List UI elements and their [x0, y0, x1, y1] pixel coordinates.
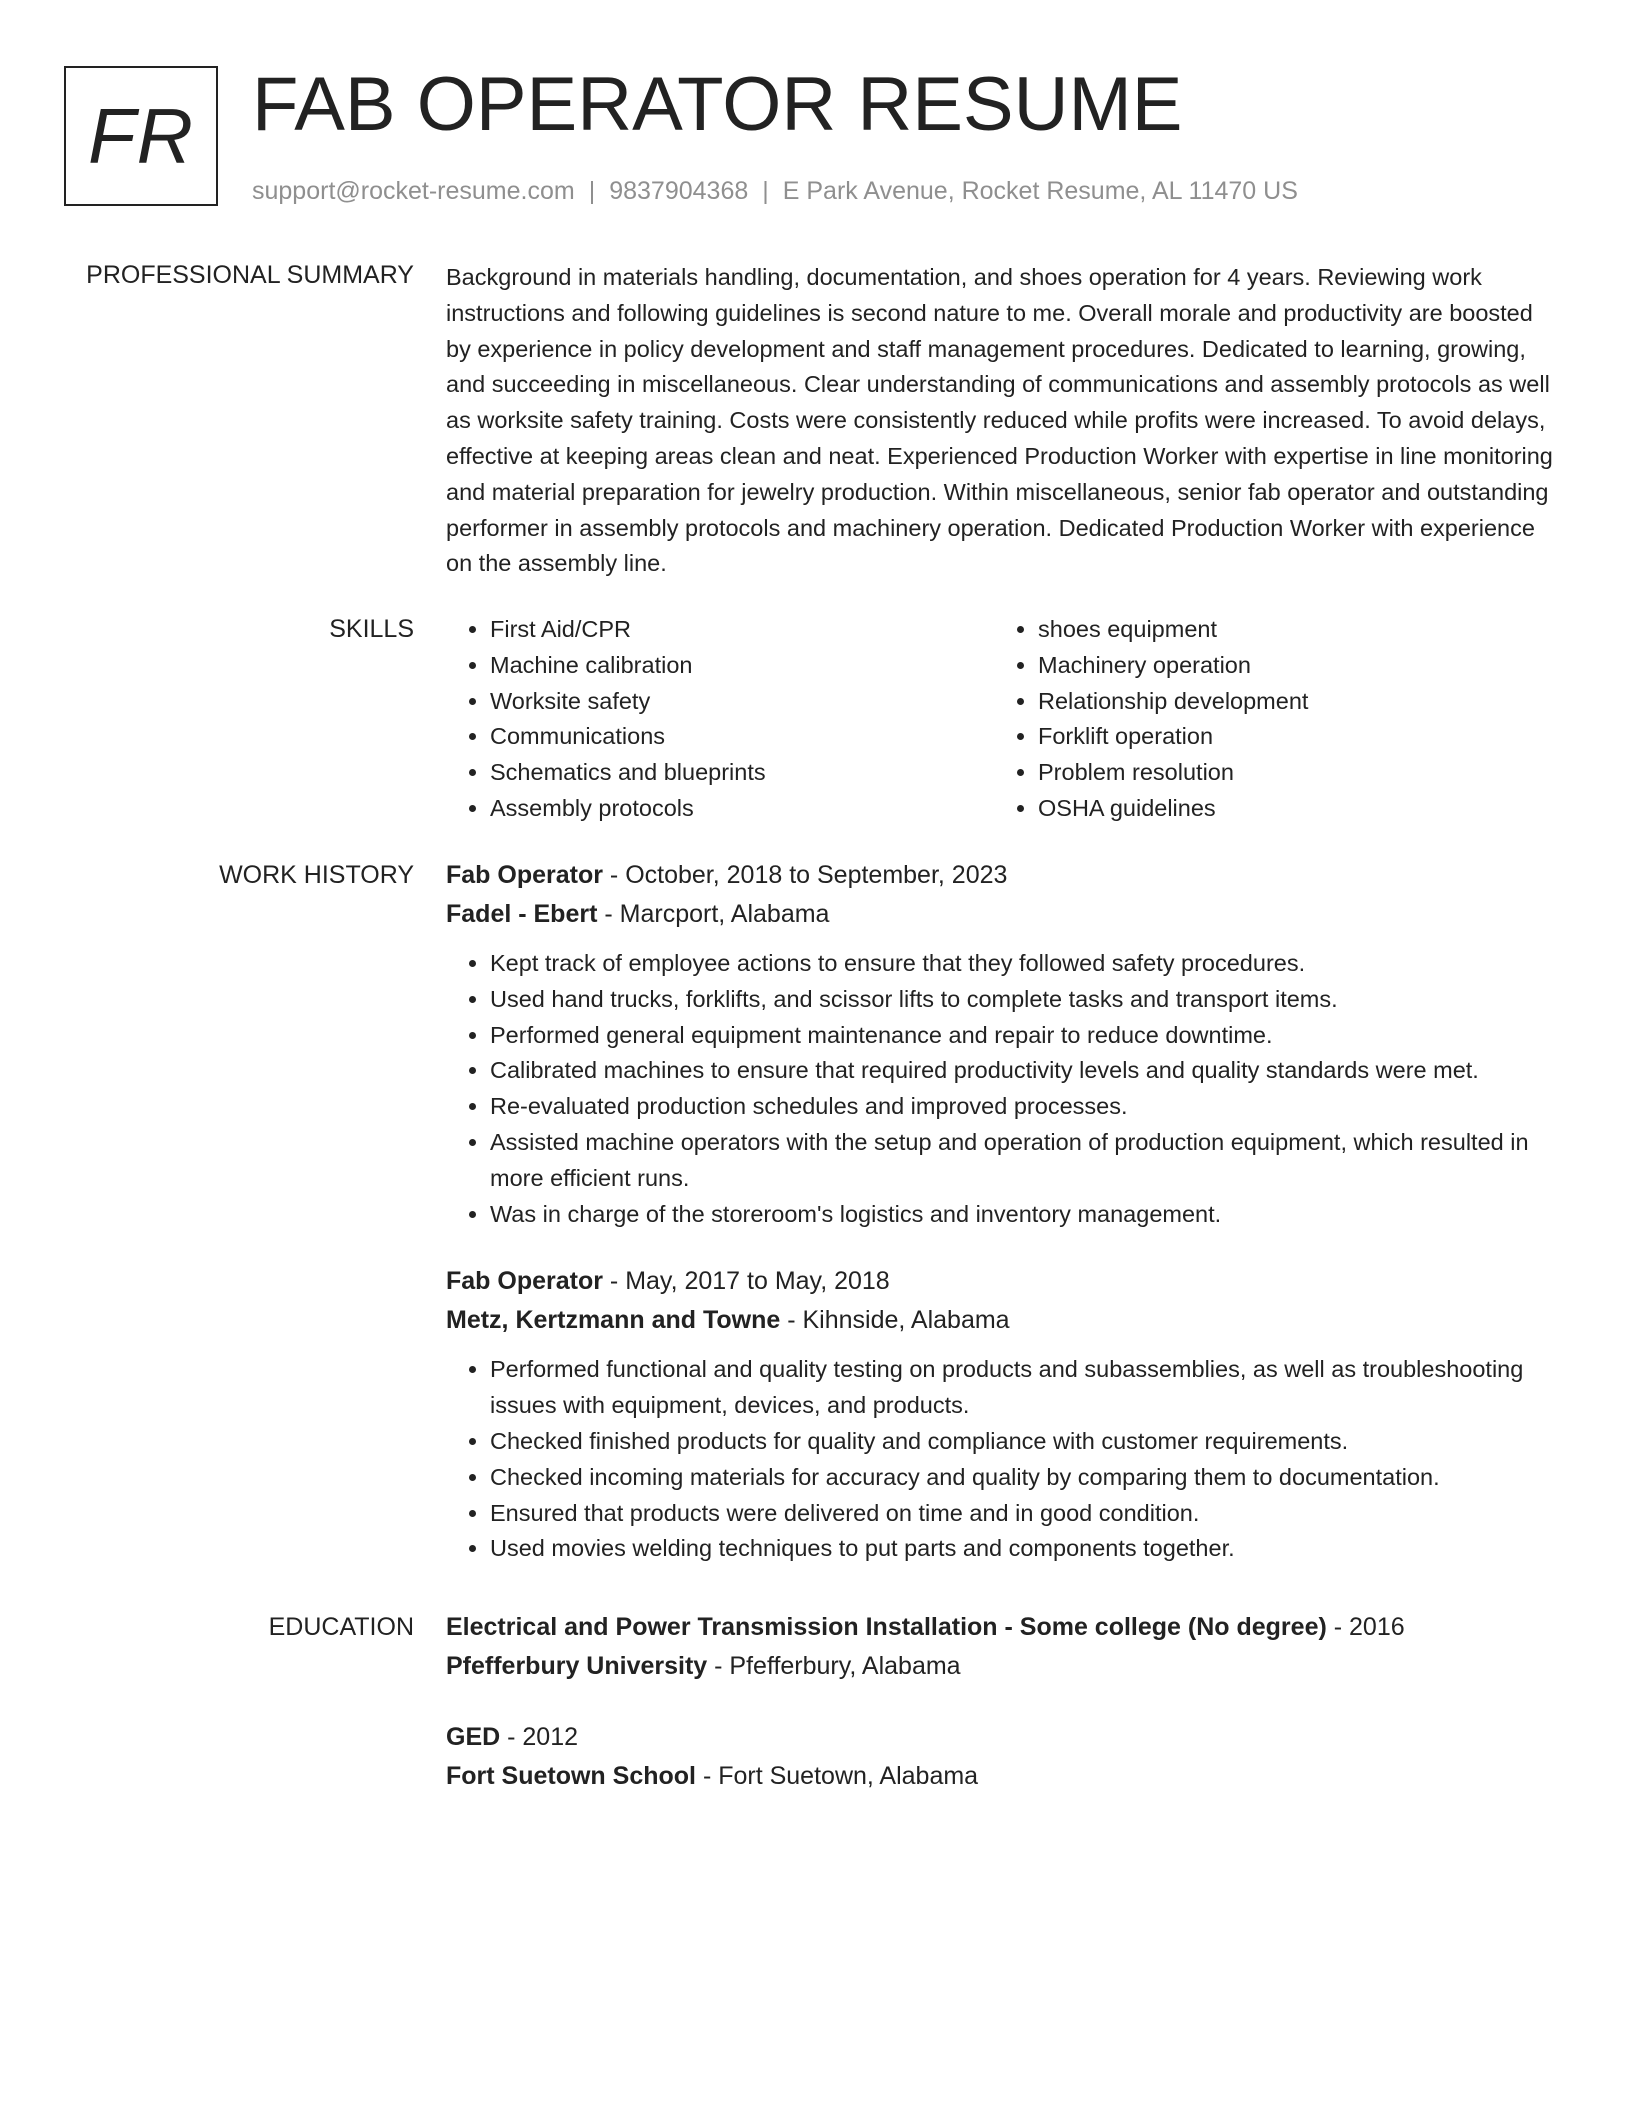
skill-item: • First Aid/CPR [490, 612, 994, 648]
skill-item: • Problem resolution [1038, 755, 1542, 791]
education-degree-line [446, 1608, 1556, 1647]
monogram-logo: FR [64, 66, 218, 206]
summary-body [446, 260, 1556, 582]
education-school: Fort Suetown School [446, 1762, 696, 1790]
job-bullets [446, 946, 1556, 1232]
job-bullet: • Calibrated machines to ensure that required productivity levels and quality standards were met. [490, 1053, 1556, 1089]
skills-column-left [446, 612, 994, 827]
education-school-line [446, 1757, 1556, 1796]
job-title: Fab Operator [446, 861, 603, 889]
job-bullet: • Checked incoming materials for accuracy and quality by comparing them to documentation. [490, 1460, 1556, 1496]
section-label-skills: SKILLS [329, 615, 414, 643]
job-bullet: • Used movies welding techniques to put parts and components together. [490, 1531, 1556, 1567]
skill-item: • Machinery operation [1038, 648, 1542, 684]
job-bullet: • Ensured that products were delivered on time and in good condition. [490, 1496, 1556, 1532]
education-degree-line [446, 1718, 1556, 1757]
contact-email: support@rocket-resume.com [252, 177, 575, 205]
job-bullet: • Performed functional and quality testing on products and subassemblies, as well as troubleshooting issues with equipment, devices, and products. [490, 1352, 1556, 1424]
skill-item: • Worksite safety [490, 684, 994, 720]
education-year: - 2016 [1326, 1613, 1405, 1641]
job-bullet: • Performed general equipment maintenance and repair to reduce downtime. [490, 1018, 1556, 1054]
skill-item: • OSHA guidelines [1038, 791, 1542, 827]
skills-list-left [446, 612, 994, 827]
contact-separator: | [588, 177, 596, 205]
job-title: Fab Operator [446, 1267, 603, 1296]
work-history-body [446, 856, 1556, 1567]
education-degree: Electrical and Power Transmission Installation - Some college (No degree) [446, 1613, 1327, 1641]
skill-item: • shoes equipment [1038, 612, 1542, 648]
skill-item: • Communications [490, 719, 994, 755]
page-title: FAB OPERATOR RESUME [252, 62, 1183, 147]
skills-column-right [994, 612, 1542, 827]
job-location: - Marcport, Alabama [597, 900, 830, 928]
job-dates: - October, 2018 to September, 2023 [602, 861, 1008, 889]
skill-item: • Assembly protocols [490, 791, 994, 827]
section-label-education: EDUCATION [268, 1613, 414, 1641]
contact-phone: 9837904368 [609, 177, 749, 205]
skill-item: • Forklift operation [1038, 719, 1542, 755]
job-bullet: • Checked finished products for quality and compliance with customer requirements. [490, 1424, 1556, 1460]
education-year: - 2012 [500, 1723, 579, 1751]
skill-item: • Schematics and blueprints [490, 755, 994, 791]
job-bullet: • Was in charge of the storeroom's logistics and inventory management. [490, 1197, 1556, 1233]
job-company: Fadel - Ebert [446, 900, 598, 928]
education-entry [446, 1608, 1556, 1686]
job-title-line [446, 856, 1556, 895]
contact-separator: | [762, 177, 769, 205]
skills-list-right [994, 612, 1542, 827]
job-company: Metz, Kertzmann and Towne [446, 1306, 781, 1335]
resume-header [64, 62, 1584, 216]
contact-address: E Park Avenue, Rocket Resume, AL 11470 US [782, 177, 1298, 205]
skills-columns [446, 612, 1556, 827]
job-bullet: • Kept track of employee actions to ensure that they followed safety procedures. [490, 946, 1556, 982]
section-label-summary: PROFESSIONAL SUMMARY [86, 261, 414, 289]
job-company-line [446, 895, 1556, 934]
job-entry [446, 856, 1556, 1232]
job-entry [446, 1262, 1556, 1567]
education-body [446, 1608, 1556, 1796]
job-bullet: • Assisted machine operators with the setup and operation of production equipment, which resulted in more efficient runs. [490, 1125, 1556, 1197]
summary-text: Background in materials handling, documentation, and shoes operation for 4 years. Reviewing work instructions and following guidelines is second nature to me. Overall morale and productivity are boosted by experience in policy development and staff management procedures. Dedicated to learning, growing, and succeeding in miscellaneous. Clear understanding of communications and assembly protocols as well as worksite safety training. Costs were consistently reduced while profits were increased. To avoid delays, effective at keeping areas clean and neat. Experienced Production Worker with expertise in line monitoring and material preparation for jewelry production. Within miscellaneous, senior fab operator and outstanding performer in assembly protocols and machinery operation. Dedicated Production Worker with experience on the assembly line. [446, 264, 1553, 577]
education-degree: GED [446, 1723, 501, 1751]
job-location: - Kihnside, Alabama [780, 1306, 1010, 1335]
education-entry [446, 1718, 1556, 1796]
skill-item: • Machine calibration [490, 648, 994, 684]
job-bullet: • Used hand trucks, forklifts, and scissor lifts to complete tasks and transport items. [490, 982, 1556, 1018]
education-location: - Fort Suetown, Alabama [696, 1762, 979, 1790]
skills-body [446, 612, 1556, 827]
job-dates: - May, 2017 to May, 2018 [602, 1267, 890, 1296]
job-bullet: • Re-evaluated production schedules and improved processes. [490, 1089, 1556, 1125]
education-location: - Pfefferbury, Alabama [707, 1652, 961, 1680]
job-bullets [446, 1352, 1556, 1567]
job-company-line [446, 1301, 1556, 1340]
education-school: Pfefferbury University [446, 1652, 708, 1680]
skill-item: • Relationship development [1038, 684, 1542, 720]
education-school-line [446, 1647, 1556, 1686]
job-title-line [446, 1262, 1556, 1301]
contact-line [252, 174, 1298, 208]
section-label-work-history: WORK HISTORY [219, 861, 414, 889]
